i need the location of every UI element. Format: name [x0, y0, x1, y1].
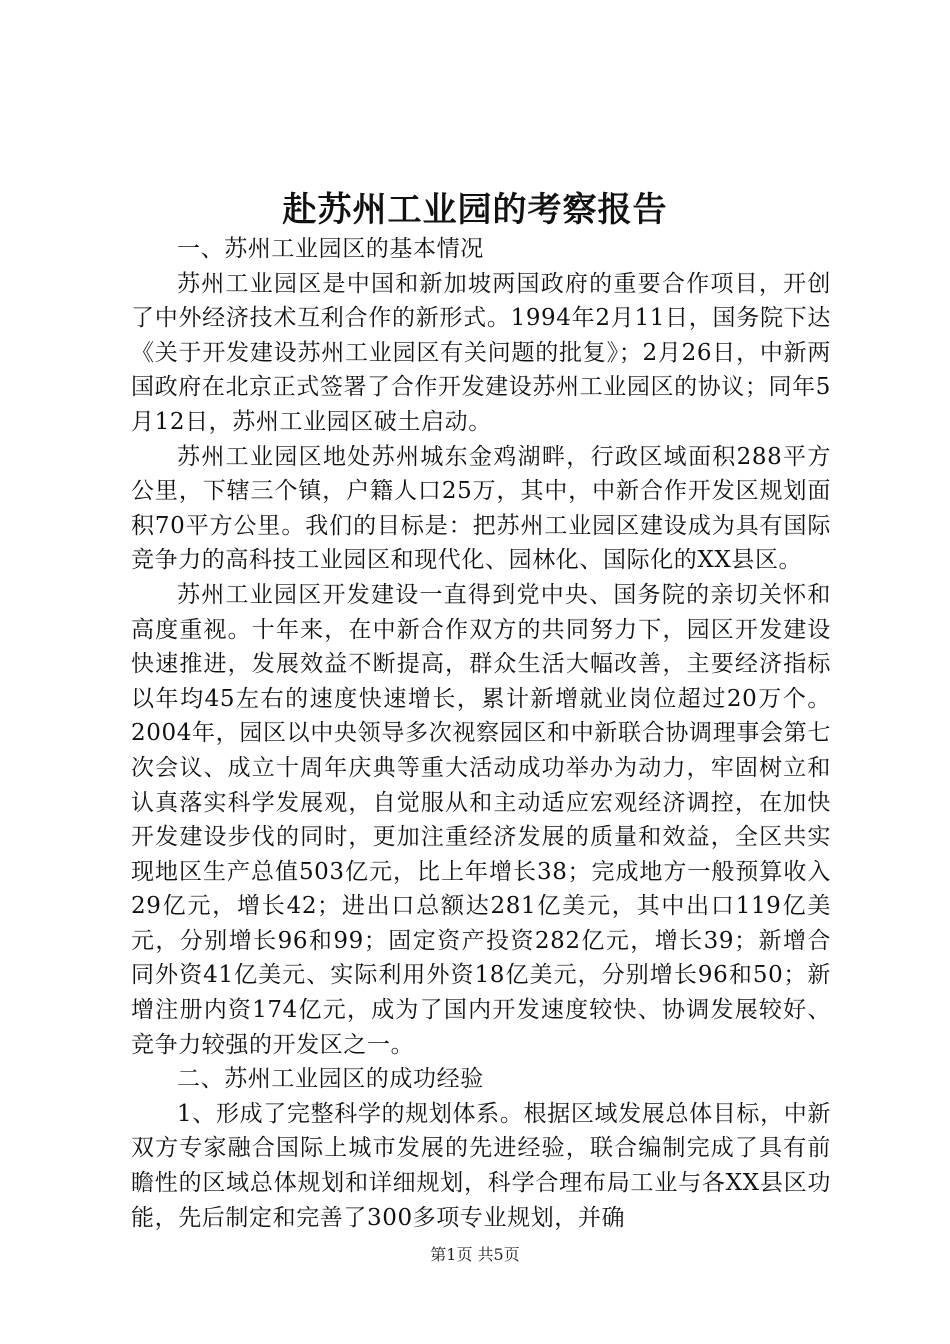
paragraph-3: 苏州工业园区开发建设一直得到党中央、国务院的亲切关怀和高度重视。十年来，在中新合作双方的共同努力下，园区开发建设快速推进，发展效益不断提高，群众生活大幅改善，主要经济指标以年均45左右的速度快速增长，累计新增就业岗位超过20万个。2004年，园区以中央领导多次视察园区和中新联合协调理事会第七次会议、成立十周年庆典等重大活动成功举办为动力，牢固树立和认真落实科学发展观，自觉服从和主动适应宏观经济调控，在加快开发建设步伐的同时，更加注重经济发展的质量和效益，全区共实现地区生产总值503亿元，比上年增长38；完成地方一般预算收入29亿元，增长42；进出口总额达281亿美元，其中出口119亿美元，分别增长96和99；固定资产投资282亿元，增长39；新增合同外资41亿美元、实际利用外资18亿美元，分别增长96和50；新增注册内资174亿元，成为了国内开发速度较快、协调发展较好、竞争力较强的开发区之一。 [131, 581, 831, 1058]
paragraph-4: 1、形成了完整科学的规划体系。根据区域发展总体目标，中新双方专家融合国际上城市发展的先进经验，联合编制完成了具有前瞻性的区域总体规划和详细规划，科学合理布局工业与各XX县区功能，先后制定和完善了300多项专业规划，并确 [131, 1100, 831, 1231]
paragraph-1: 苏州工业园区是中国和新加坡两国政府的重要合作项目，开创了中外经济技术互利合作的新形式。1994年2月11日，国务院下达《关于开发建设苏州工业园区有关问题的批复》；2月26日，中新两国政府在北京正式签署了合作开发建设苏州工业园区的协议；同年5月12日，苏州工业园区破土启动。 [131, 270, 831, 435]
section-heading-2: 二、苏州工业园区的成功经验 [177, 1066, 484, 1093]
document-body [131, 232, 831, 1235]
document-title: 赴苏州工业园的考察报告 [282, 190, 668, 230]
page-number-footer: 第1页 共5页 [430, 1245, 520, 1264]
section-heading-1: 一、苏州工业园区的基本情况 [177, 236, 484, 262]
paragraph-2: 苏州工业园区地处苏州城东金鸡湖畔，行政区域面积288平方公里，下辖三个镇，户籍人口25万，其中，中新合作开发区规划面积70平方公里。我们的目标是：把苏州工业园区建设成为具有国际竞争力的高科技工业园区和现代化、园林化、国际化的XX县区。 [131, 443, 831, 574]
